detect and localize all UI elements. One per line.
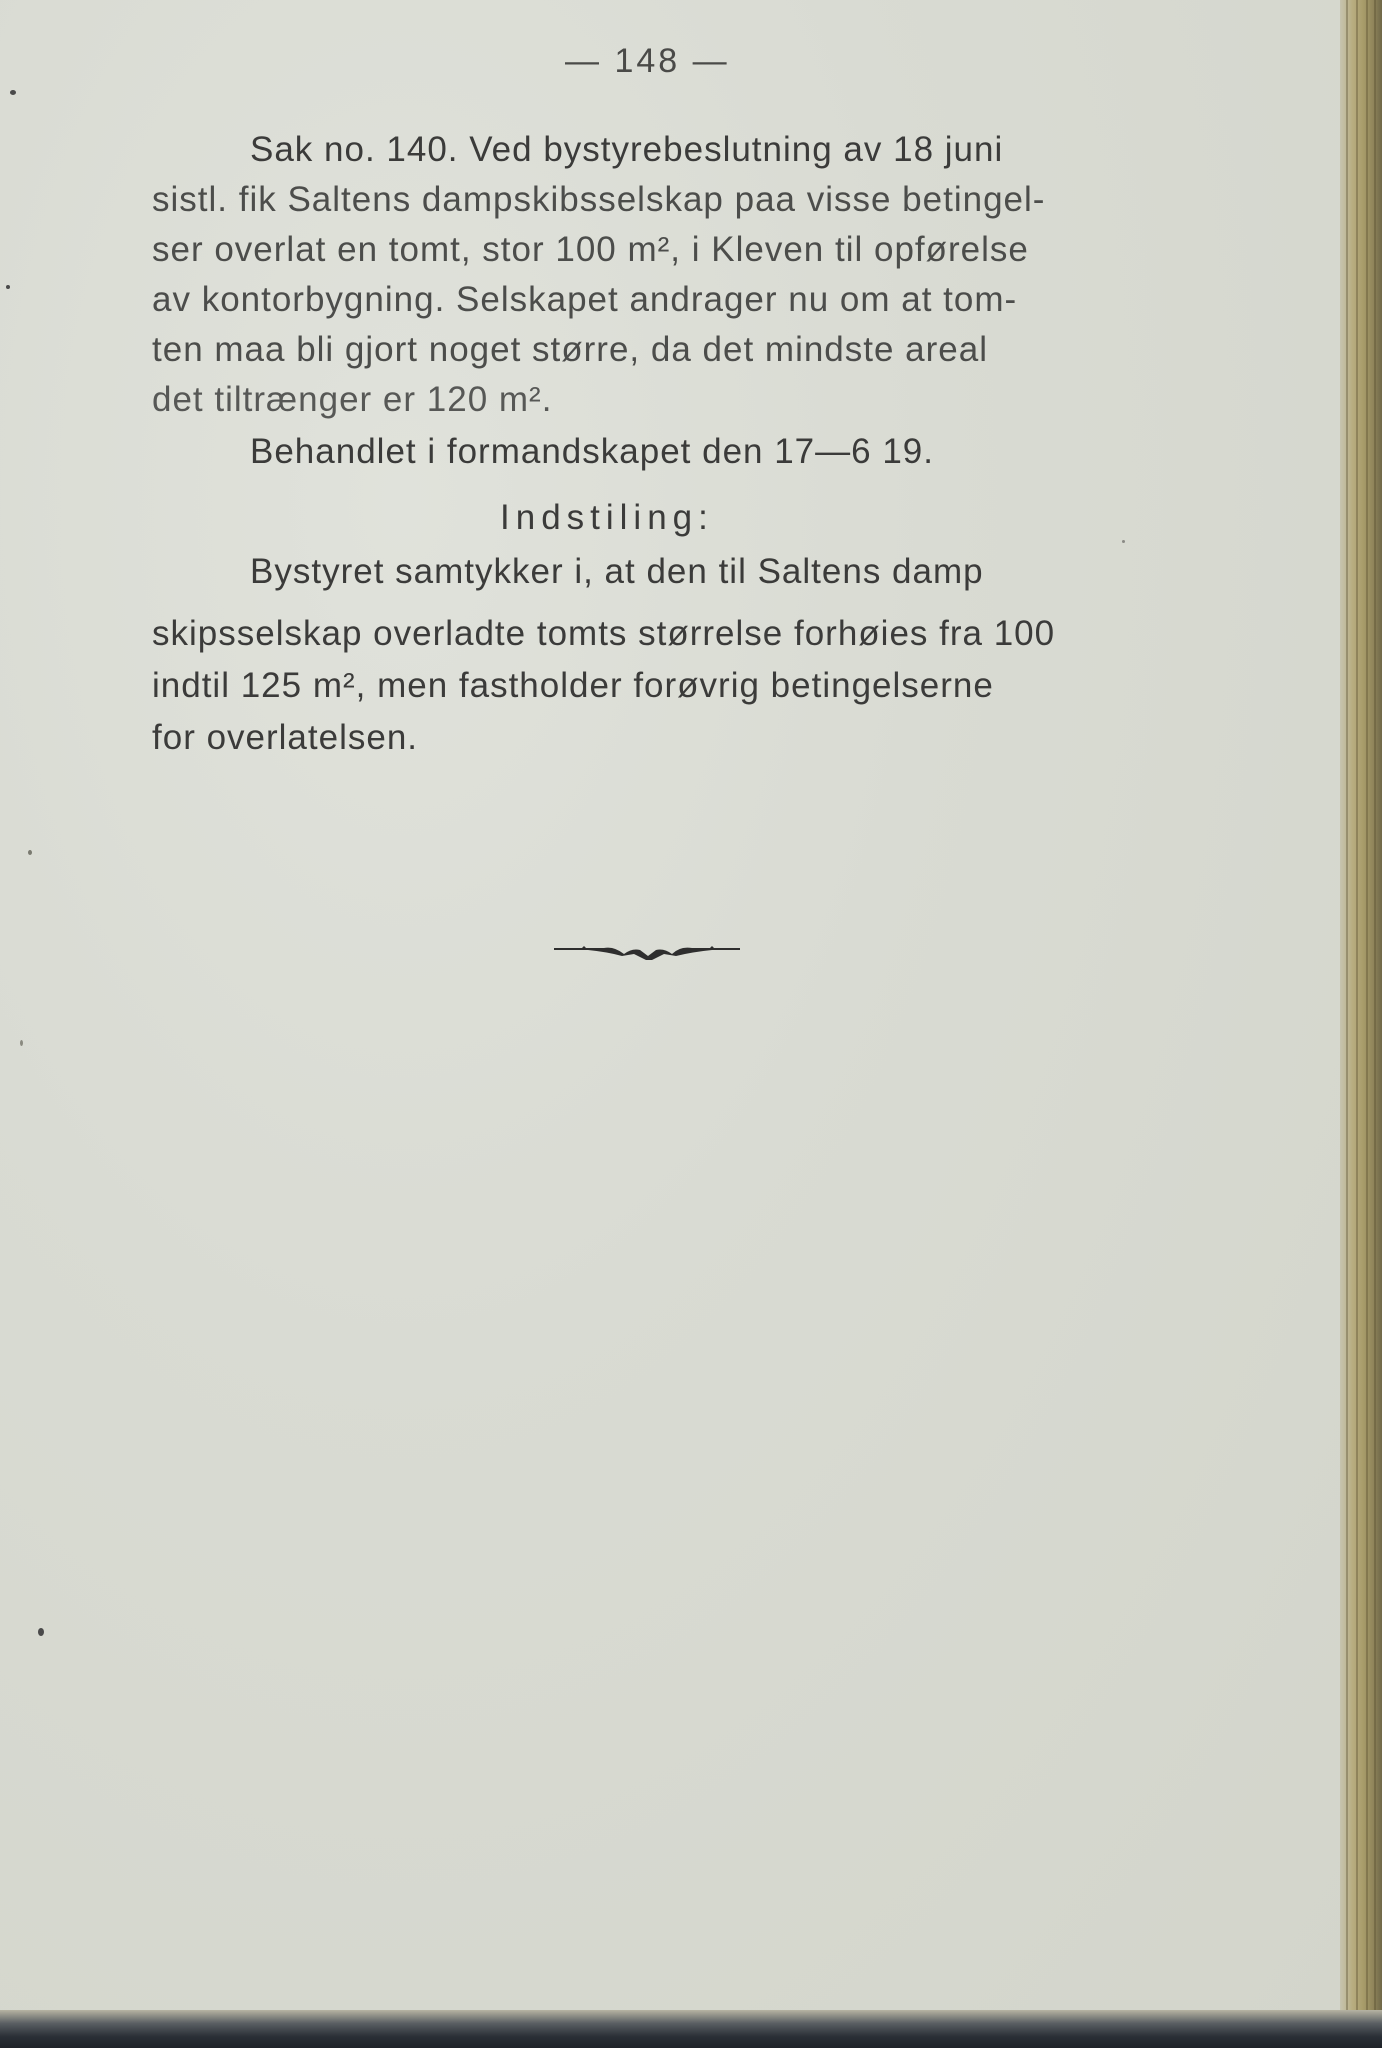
page-number: — 148 — [565,42,730,80]
book-edge [1340,0,1382,2010]
case-line: ser overlat en tomt, stor 100 m², i Kleven til opførelse [152,230,1029,269]
case-line: ten maa bli gjort noget større, da det mindste areal [152,330,989,369]
case-line: det tiltrænger er 120 m². [152,380,553,419]
recommendation-line: indtil 125 m², men fastholder forøvrig betingelserne [152,666,994,705]
recommendation-line: skipsselskap overladte tomts størrelse forhøies fra 100 [152,614,1056,653]
case-line: Sak no. 140. Ved bystyrebeslutning av 18 juni [250,130,1004,169]
speck [28,850,32,855]
ornamental-divider-icon [552,930,742,970]
recommendation-heading: Indstiling: [500,498,714,537]
treated-line: Behandlet i formandskapet den 17—6 19. [250,432,934,471]
speck [10,90,16,95]
case-line: sistl. fik Saltens dampskibsselskap paa visse betingel- [152,180,1046,219]
recommendation-line: for overlatelsen. [152,718,419,757]
recommendation-line: Bystyret samtykker i, at den til Saltens damp [250,552,984,591]
speck [1122,540,1125,543]
case-line: av kontorbygning. Selskapet andrager nu om at tom- [152,280,1018,319]
speck [20,1040,23,1046]
scan-background [0,2010,1382,2048]
speck [6,285,10,289]
speck [38,1628,44,1636]
